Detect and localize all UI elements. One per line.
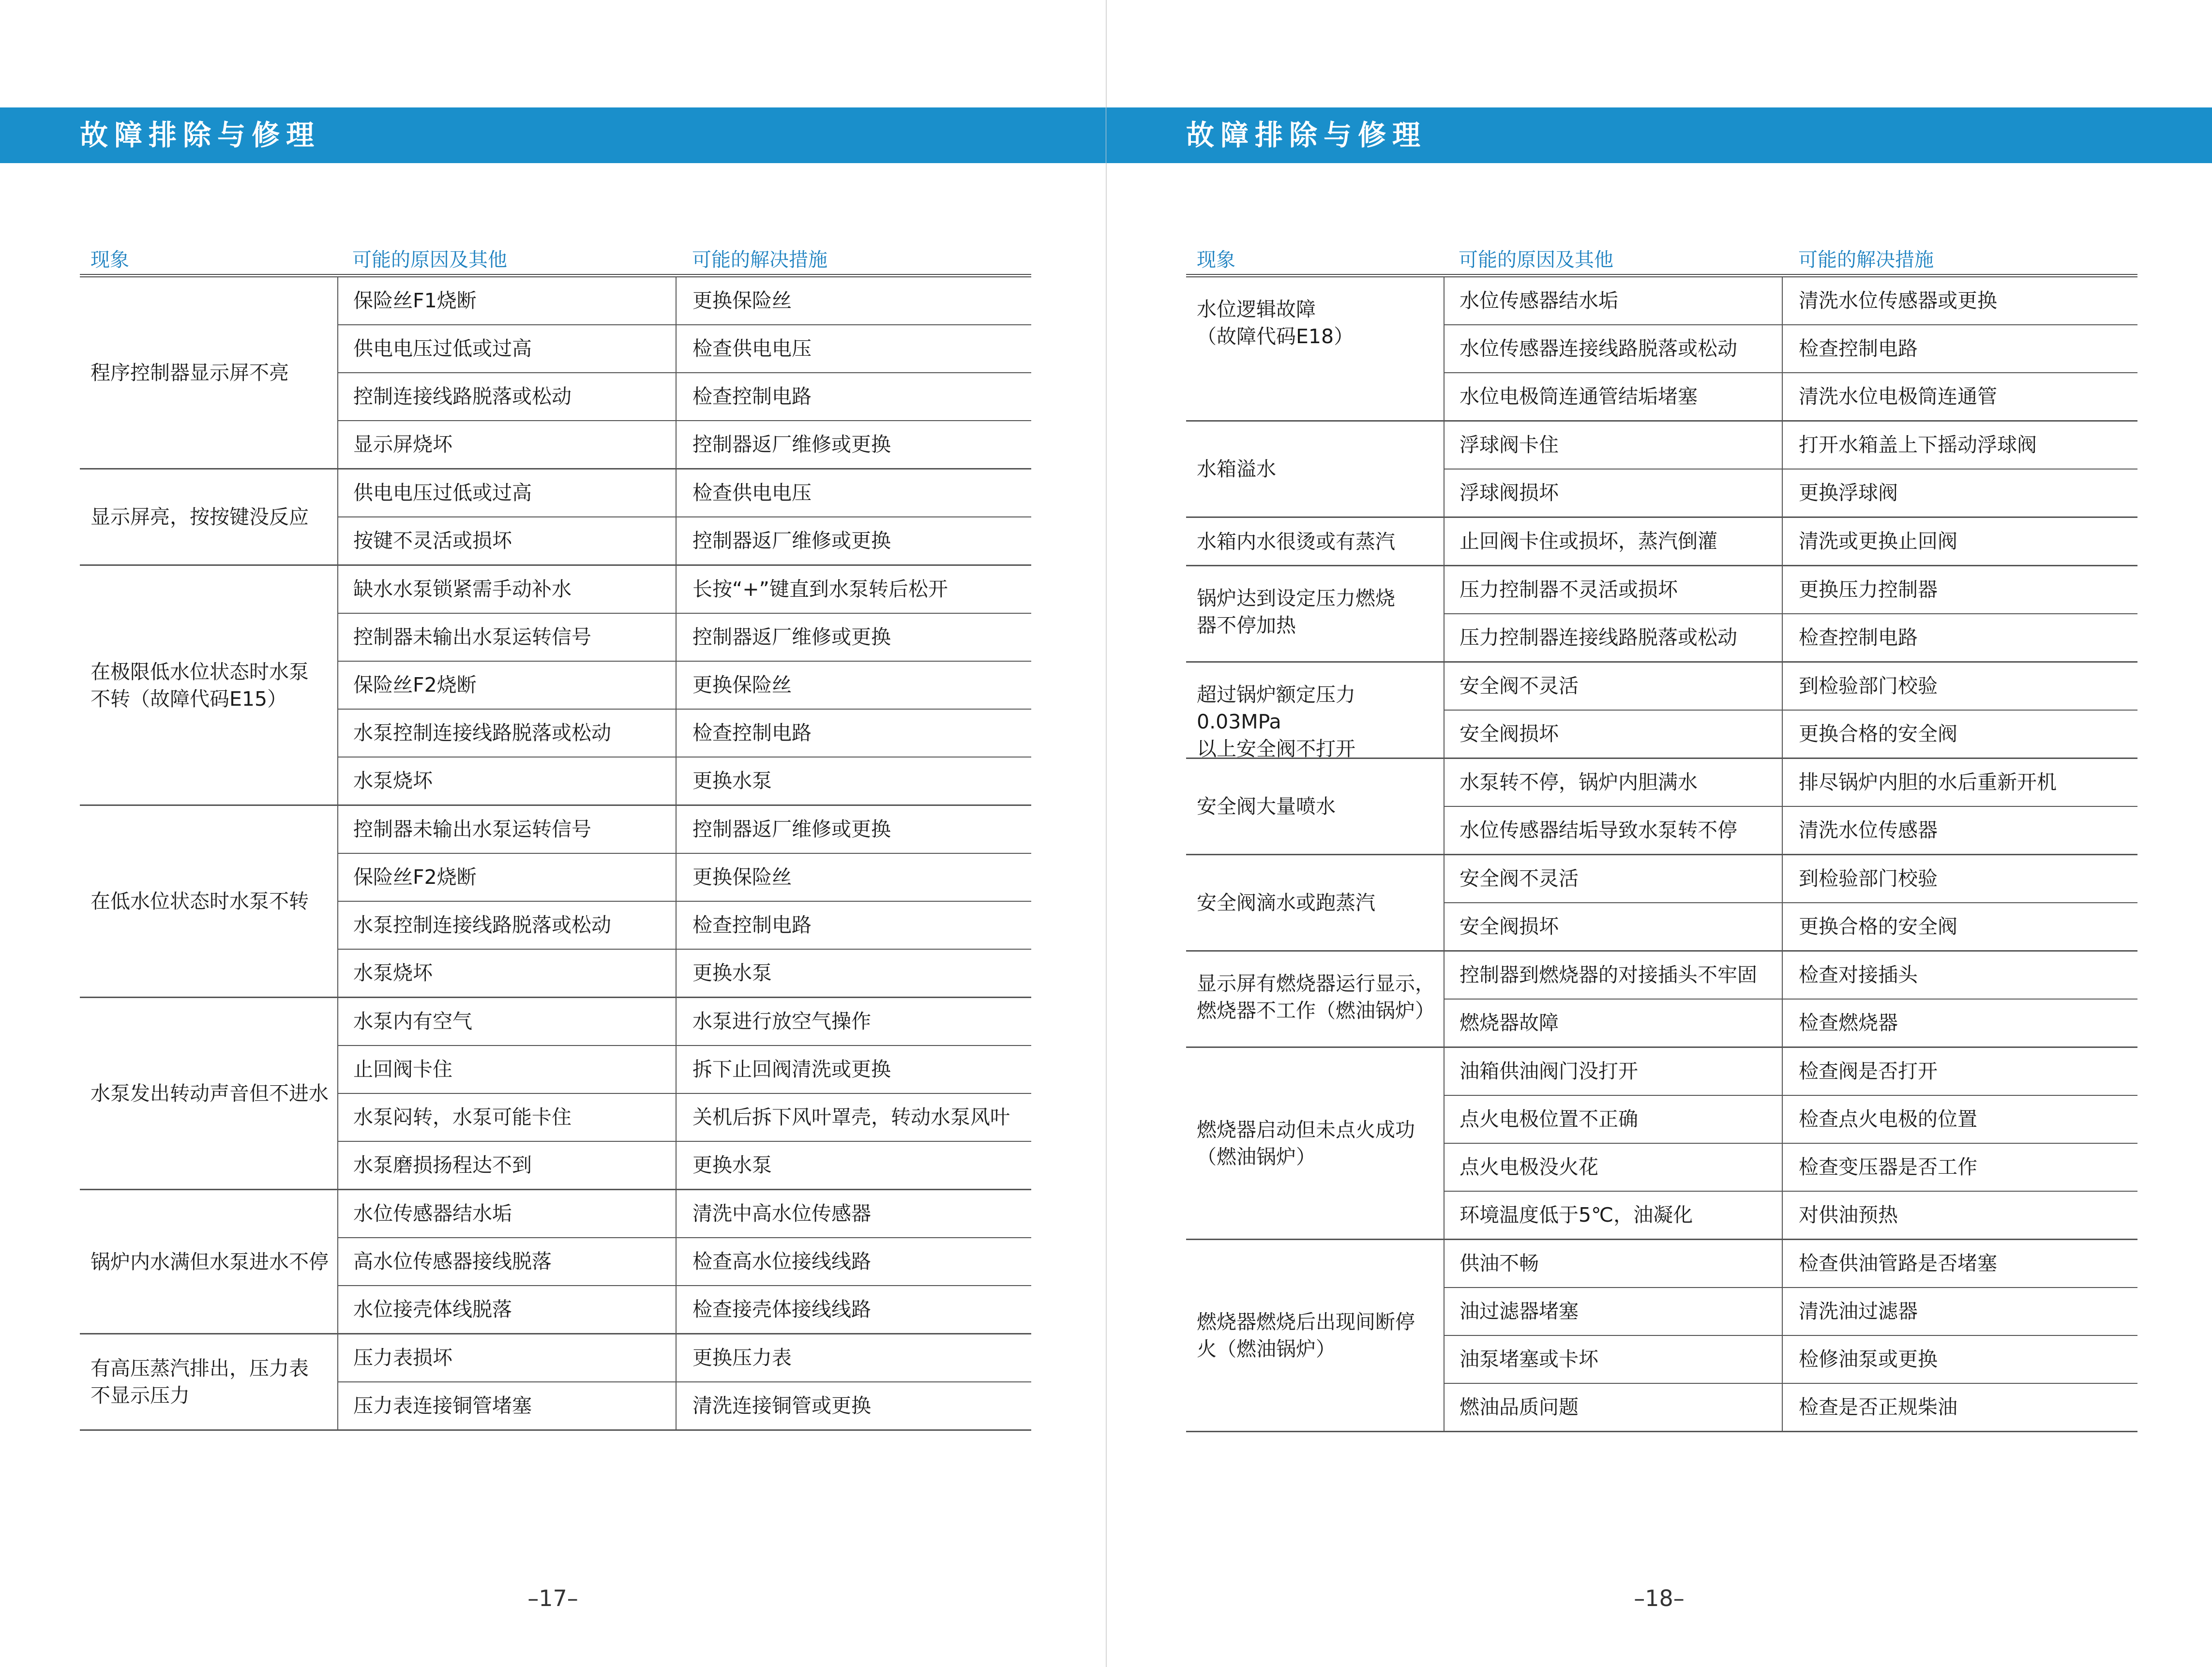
solution-cell: 清洗油过滤器 [1799, 1300, 1918, 1323]
solution-cell: 检查阀是否打开 [1799, 1060, 1938, 1083]
cause-cell: 燃烧器故障 [1445, 1000, 1783, 1046]
cause-solution-list [1445, 277, 2137, 420]
cause-cell: 高水位传感器接线脱落 [338, 1238, 677, 1285]
cause-cell: 压力表连接铜管堵塞 [338, 1382, 677, 1429]
table-row [338, 517, 1031, 564]
phenomenon-text: 程序控制器显示屏不亮 [90, 361, 289, 384]
cause-solution-list [338, 1190, 1031, 1333]
table-row [338, 1238, 1031, 1286]
solution-cell: 检查控制电路 [692, 385, 812, 408]
table-row [338, 614, 1031, 662]
table-row [338, 854, 1031, 902]
cause-cell: 水泵烧坏 [338, 758, 677, 804]
table-row [1445, 518, 2137, 565]
cause-cell: 浮球阀损坏 [1445, 470, 1783, 516]
column-header-phenomenon: 现象 [90, 249, 129, 271]
cause-cell: 压力控制器不灵活或损坏 [1445, 566, 1783, 613]
solution-cell: 更换保险丝 [692, 289, 792, 312]
table-row [1445, 1048, 2137, 1096]
solution-cell: 长按“+”键直到水泵转后松开 [692, 577, 948, 601]
cause-cell: 保险丝F2烧断 [338, 662, 677, 709]
solution-cell: 更换压力表 [692, 1346, 792, 1369]
cause-cell: 水位传感器结水垢 [338, 1190, 677, 1237]
phenomenon-cell [1186, 663, 1445, 758]
cause-cell: 油泵堵塞或卡坏 [1445, 1336, 1783, 1383]
solution-cell: 检查控制电路 [692, 721, 812, 744]
solution-cell: 检查燃烧器 [1799, 1011, 1898, 1034]
column-header-cause: 可能的原因及其他 [1459, 249, 1613, 271]
cause-cell: 安全阀不灵活 [1445, 855, 1783, 902]
phenomenon-cell [1186, 566, 1445, 661]
phenomenon-text: 在低水位状态时水泵不转 [90, 890, 309, 913]
table-row [1445, 1000, 2137, 1046]
phenomenon-text: 燃烧器燃烧后出现间断停 火（燃油锅炉） [1197, 1310, 1415, 1361]
phenomenon-text: 燃烧器启动但未点火成功 （燃油锅炉） [1197, 1118, 1415, 1168]
table-body [80, 277, 1031, 1431]
table-row [338, 1334, 1031, 1382]
phenomenon-cell [1186, 952, 1445, 1046]
phenomenon-cell [80, 277, 338, 468]
table-row [338, 1142, 1031, 1189]
phenomenon-text: 显示屏有燃烧器运行显示， 燃烧器不工作（燃油锅炉） [1197, 972, 1435, 1022]
solution-cell: 检查供电电压 [692, 337, 812, 360]
table-group [1186, 518, 2137, 566]
table-group [1186, 1048, 2137, 1240]
column-header-phenomenon: 现象 [1197, 249, 1235, 271]
phenomenon-cell [1186, 1048, 1445, 1239]
table-row [338, 421, 1031, 468]
cause-cell: 供电电压过低或过高 [338, 325, 677, 372]
table-group [80, 998, 1031, 1190]
solution-cell: 检查是否正规柴油 [1799, 1395, 1957, 1419]
table-row [1445, 759, 2137, 807]
cause-cell: 环境温度低于5℃，油凝化 [1445, 1192, 1783, 1239]
solution-cell: 清洗水位传感器 [1799, 818, 1938, 842]
solution-cell: 检查供油管路是否堵塞 [1799, 1252, 1997, 1275]
phenomenon-text: 水箱内水很烫或有蒸汽 [1197, 530, 1395, 553]
column-header-cause: 可能的原因及其他 [352, 249, 507, 271]
phenomenon-cell [1186, 855, 1445, 950]
solution-cell: 到检验部门校验 [1799, 674, 1938, 697]
table-row [338, 470, 1031, 517]
cause-solution-list [1445, 855, 2137, 950]
solution-cell: 检查变压器是否工作 [1799, 1155, 1977, 1179]
cause-cell: 水泵内有空气 [338, 998, 677, 1045]
solution-cell: 检查控制电路 [1799, 626, 1918, 649]
solution-cell: 更换保险丝 [692, 673, 792, 697]
solution-cell: 检修油泵或更换 [1799, 1348, 1938, 1371]
cause-solution-list [1445, 518, 2137, 565]
table-body [1186, 277, 2137, 1432]
table-row [1445, 1384, 2137, 1431]
table-header [1186, 236, 2137, 277]
cause-cell: 点火电极位置不正确 [1445, 1096, 1783, 1143]
section-title: 故障排除与修理 [80, 119, 321, 152]
table-row [338, 325, 1031, 373]
table-group [1186, 566, 2137, 663]
troubleshooting-table [80, 236, 1031, 1431]
solution-cell: 控制器返厂维修或更换 [692, 625, 891, 649]
cause-cell: 水泵烧坏 [338, 950, 677, 997]
table-row [1445, 325, 2137, 373]
solution-cell: 更换水泵 [692, 1153, 772, 1177]
table-group [80, 277, 1031, 470]
solution-cell: 更换浮球阀 [1799, 481, 1898, 504]
cause-cell: 水泵转不停，锅炉内胆满水 [1445, 759, 1783, 806]
solution-cell: 关机后拆下风叶罩壳，转动水泵风叶 [692, 1106, 1010, 1129]
table-row [1445, 470, 2137, 516]
cause-cell: 安全阀不灵活 [1445, 663, 1783, 710]
table-row [1445, 903, 2137, 950]
solution-cell: 更换水泵 [692, 769, 772, 792]
table-row [1445, 1336, 2137, 1384]
cause-cell: 油过滤器堵塞 [1445, 1288, 1783, 1335]
phenomenon-cell [1186, 759, 1445, 854]
cause-cell: 控制器未输出水泵运转信号 [338, 614, 677, 661]
solution-cell: 检查点火电极的位置 [1799, 1107, 1977, 1131]
header-band [0, 107, 1106, 163]
cause-cell: 水位传感器结垢导致水泵转不停 [1445, 807, 1783, 854]
troubleshooting-table [1186, 236, 2137, 1432]
cause-cell: 供电电压过低或过高 [338, 470, 677, 516]
solution-cell: 清洗水位电极筒连通管 [1799, 385, 1997, 408]
phenomenon-cell [80, 470, 338, 564]
cause-cell: 水泵磨损扬程达不到 [338, 1142, 677, 1189]
table-row [1445, 807, 2137, 854]
cause-cell: 止回阀卡住 [338, 1046, 677, 1093]
cause-cell: 水位电极筒连通管结垢堵塞 [1445, 373, 1783, 420]
table-row [1445, 614, 2137, 661]
phenomenon-cell [80, 1190, 338, 1333]
table-group [1186, 952, 2137, 1048]
solution-cell: 清洗或更换止回阀 [1799, 530, 1957, 553]
table-group [1186, 759, 2137, 855]
table-row [1445, 1240, 2137, 1288]
table-group [1186, 855, 2137, 952]
table-row [338, 662, 1031, 710]
table-row [338, 1094, 1031, 1142]
cause-cell: 水泵闷转，水泵可能卡住 [338, 1094, 677, 1141]
phenomenon-text: 水箱溢水 [1197, 457, 1276, 481]
table-group [1186, 1240, 2137, 1432]
solution-cell: 控制器返厂维修或更换 [692, 529, 891, 552]
phenomenon-text: 显示屏亮，按按键没反应 [90, 505, 309, 529]
solution-cell: 清洗水位传感器或更换 [1799, 289, 1997, 312]
cause-cell: 止回阀卡住或损坏，蒸汽倒灌 [1445, 518, 1783, 565]
header-band [1106, 107, 2212, 163]
solution-cell: 排尽锅炉内胆的水后重新开机 [1799, 771, 2057, 794]
phenomenon-text: 安全阀大量喷水 [1197, 795, 1336, 818]
table-row [1445, 422, 2137, 470]
table-row [338, 758, 1031, 804]
cause-cell: 安全阀损坏 [1445, 903, 1783, 950]
solution-cell: 水泵进行放空气操作 [692, 1010, 871, 1033]
solution-cell: 清洗连接铜管或更换 [692, 1394, 871, 1417]
phenomenon-cell [80, 566, 338, 804]
solution-cell: 拆下止回阀清洗或更换 [692, 1058, 891, 1081]
section-title: 故障排除与修理 [1186, 119, 1427, 152]
cause-cell: 水位接壳体线脱落 [338, 1286, 677, 1333]
solution-cell: 检查供电电压 [692, 481, 812, 504]
cause-cell: 点火电极没火花 [1445, 1144, 1783, 1191]
table-group [80, 1190, 1031, 1334]
cause-cell: 安全阀损坏 [1445, 711, 1783, 758]
page-right [1106, 0, 2212, 1667]
table-row [1445, 952, 2137, 1000]
solution-cell: 更换压力控制器 [1799, 578, 1938, 601]
solution-cell: 更换水泵 [692, 961, 772, 985]
solution-cell: 检查高水位接线线路 [692, 1250, 871, 1273]
table-row [338, 566, 1031, 614]
solution-cell: 更换合格的安全阀 [1799, 915, 1957, 938]
cause-solution-list [1445, 422, 2137, 516]
table-row [338, 1046, 1031, 1094]
table-header [80, 236, 1031, 277]
table-row [1445, 1096, 2137, 1144]
cause-cell: 按键不灵活或损坏 [338, 517, 677, 564]
table-row [338, 1190, 1031, 1238]
table-row [338, 950, 1031, 997]
cause-cell: 浮球阀卡住 [1445, 422, 1783, 469]
table-row [1445, 277, 2137, 325]
solution-cell: 检查控制电路 [1799, 337, 1918, 360]
cause-cell: 保险丝F1烧断 [338, 277, 677, 324]
phenomenon-cell [1186, 422, 1445, 516]
cause-cell: 油箱供油阀门没打开 [1445, 1048, 1783, 1095]
table-group [1186, 277, 2137, 422]
table-row [1445, 711, 2137, 758]
table-row [338, 998, 1031, 1046]
table-row [338, 902, 1031, 950]
table-row [1445, 663, 2137, 711]
solution-cell: 检查对接插头 [1799, 963, 1918, 986]
phenomenon-text: 超过锅炉额定压力0.03MPa 以上安全阀不打开 [1197, 683, 1355, 760]
phenomenon-text: 锅炉达到设定压力燃烧 器不停加热 [1197, 587, 1395, 637]
cause-cell: 保险丝F2烧断 [338, 854, 677, 901]
cause-solution-list [1445, 663, 2137, 758]
table-row [338, 373, 1031, 421]
phenomenon-cell [1186, 1240, 1445, 1431]
cause-solution-list [338, 1334, 1031, 1429]
cause-cell: 水位传感器连接线路脱落或松动 [1445, 325, 1783, 372]
phenomenon-text: 水位逻辑故障 （故障代码E18） [1197, 298, 1354, 348]
cause-cell: 压力表损坏 [338, 1334, 677, 1381]
phenomenon-text: 在极限低水位状态时水泵 不转（故障代码E15） [90, 660, 309, 711]
table-row [338, 1286, 1031, 1333]
phenomenon-cell [80, 1334, 338, 1429]
cause-cell: 水位传感器结水垢 [1445, 277, 1783, 324]
cause-cell: 控制器未输出水泵运转信号 [338, 806, 677, 853]
phenomenon-cell [80, 998, 338, 1189]
solution-cell: 到检验部门校验 [1799, 867, 1938, 890]
cause-cell: 缺水水泵锁紧需手动补水 [338, 566, 677, 613]
cause-cell: 水泵控制连接线路脱落或松动 [338, 902, 677, 949]
cause-cell: 供油不畅 [1445, 1240, 1783, 1287]
table-group [1186, 663, 2137, 759]
page-number: –18– [1634, 1585, 1685, 1611]
solution-cell: 对供油预热 [1799, 1203, 1898, 1227]
cause-solution-list [338, 277, 1031, 468]
solution-cell: 更换合格的安全阀 [1799, 722, 1957, 745]
cause-solution-list [1445, 1240, 2137, 1431]
cause-cell: 控制连接线路脱落或松动 [338, 373, 677, 420]
cause-solution-list [1445, 759, 2137, 854]
table-group [1186, 422, 2137, 518]
cause-solution-list [338, 470, 1031, 564]
cause-cell: 控制器到燃烧器的对接插头不牢固 [1445, 952, 1783, 999]
phenomenon-cell [1186, 277, 1445, 420]
phenomenon-cell [80, 806, 338, 997]
cause-solution-list [338, 998, 1031, 1189]
phenomenon-text: 安全阀滴水或跑蒸汽 [1197, 891, 1375, 914]
cause-cell: 压力控制器连接线路脱落或松动 [1445, 614, 1783, 661]
cause-cell: 燃油品质问题 [1445, 1384, 1783, 1431]
solution-cell: 打开水箱盖上下摇动浮球阀 [1799, 433, 2037, 456]
table-row [338, 277, 1031, 325]
page-number: –17– [527, 1585, 578, 1611]
solution-cell: 更换保险丝 [692, 865, 792, 889]
column-header-solution: 可能的解决措施 [1798, 249, 1934, 271]
cause-solution-list [1445, 1048, 2137, 1239]
solution-cell: 清洗中高水位传感器 [692, 1202, 871, 1225]
cause-solution-list [338, 566, 1031, 804]
table-row [338, 806, 1031, 854]
solution-cell: 控制器返厂维修或更换 [692, 433, 891, 456]
table-row [338, 1382, 1031, 1429]
table-row [338, 710, 1031, 758]
cause-cell: 显示屏烧坏 [338, 421, 677, 468]
solution-cell: 检查接壳体接线线路 [692, 1298, 871, 1321]
cause-cell: 水泵控制连接线路脱落或松动 [338, 710, 677, 757]
table-row [1445, 373, 2137, 420]
table-row [1445, 855, 2137, 903]
table-row [1445, 1192, 2137, 1239]
phenomenon-text: 有高压蒸汽排出，压力表 不显示压力 [90, 1357, 309, 1407]
cause-solution-list [1445, 566, 2137, 661]
solution-cell: 检查控制电路 [692, 913, 812, 937]
cause-solution-list [1445, 952, 2137, 1046]
column-header-solution: 可能的解决措施 [692, 249, 828, 271]
table-row [1445, 566, 2137, 614]
solution-cell: 控制器返厂维修或更换 [692, 818, 891, 841]
cause-solution-list [338, 806, 1031, 997]
table-group [80, 1334, 1031, 1431]
table-group [80, 806, 1031, 998]
phenomenon-text: 水泵发出转动声音但不进水 [90, 1082, 329, 1105]
phenomenon-cell [1186, 518, 1445, 565]
table-row [1445, 1144, 2137, 1192]
table-row [1445, 1288, 2137, 1336]
table-group [80, 566, 1031, 806]
table-group [80, 470, 1031, 566]
phenomenon-text: 锅炉内水满但水泵进水不停 [90, 1250, 329, 1273]
